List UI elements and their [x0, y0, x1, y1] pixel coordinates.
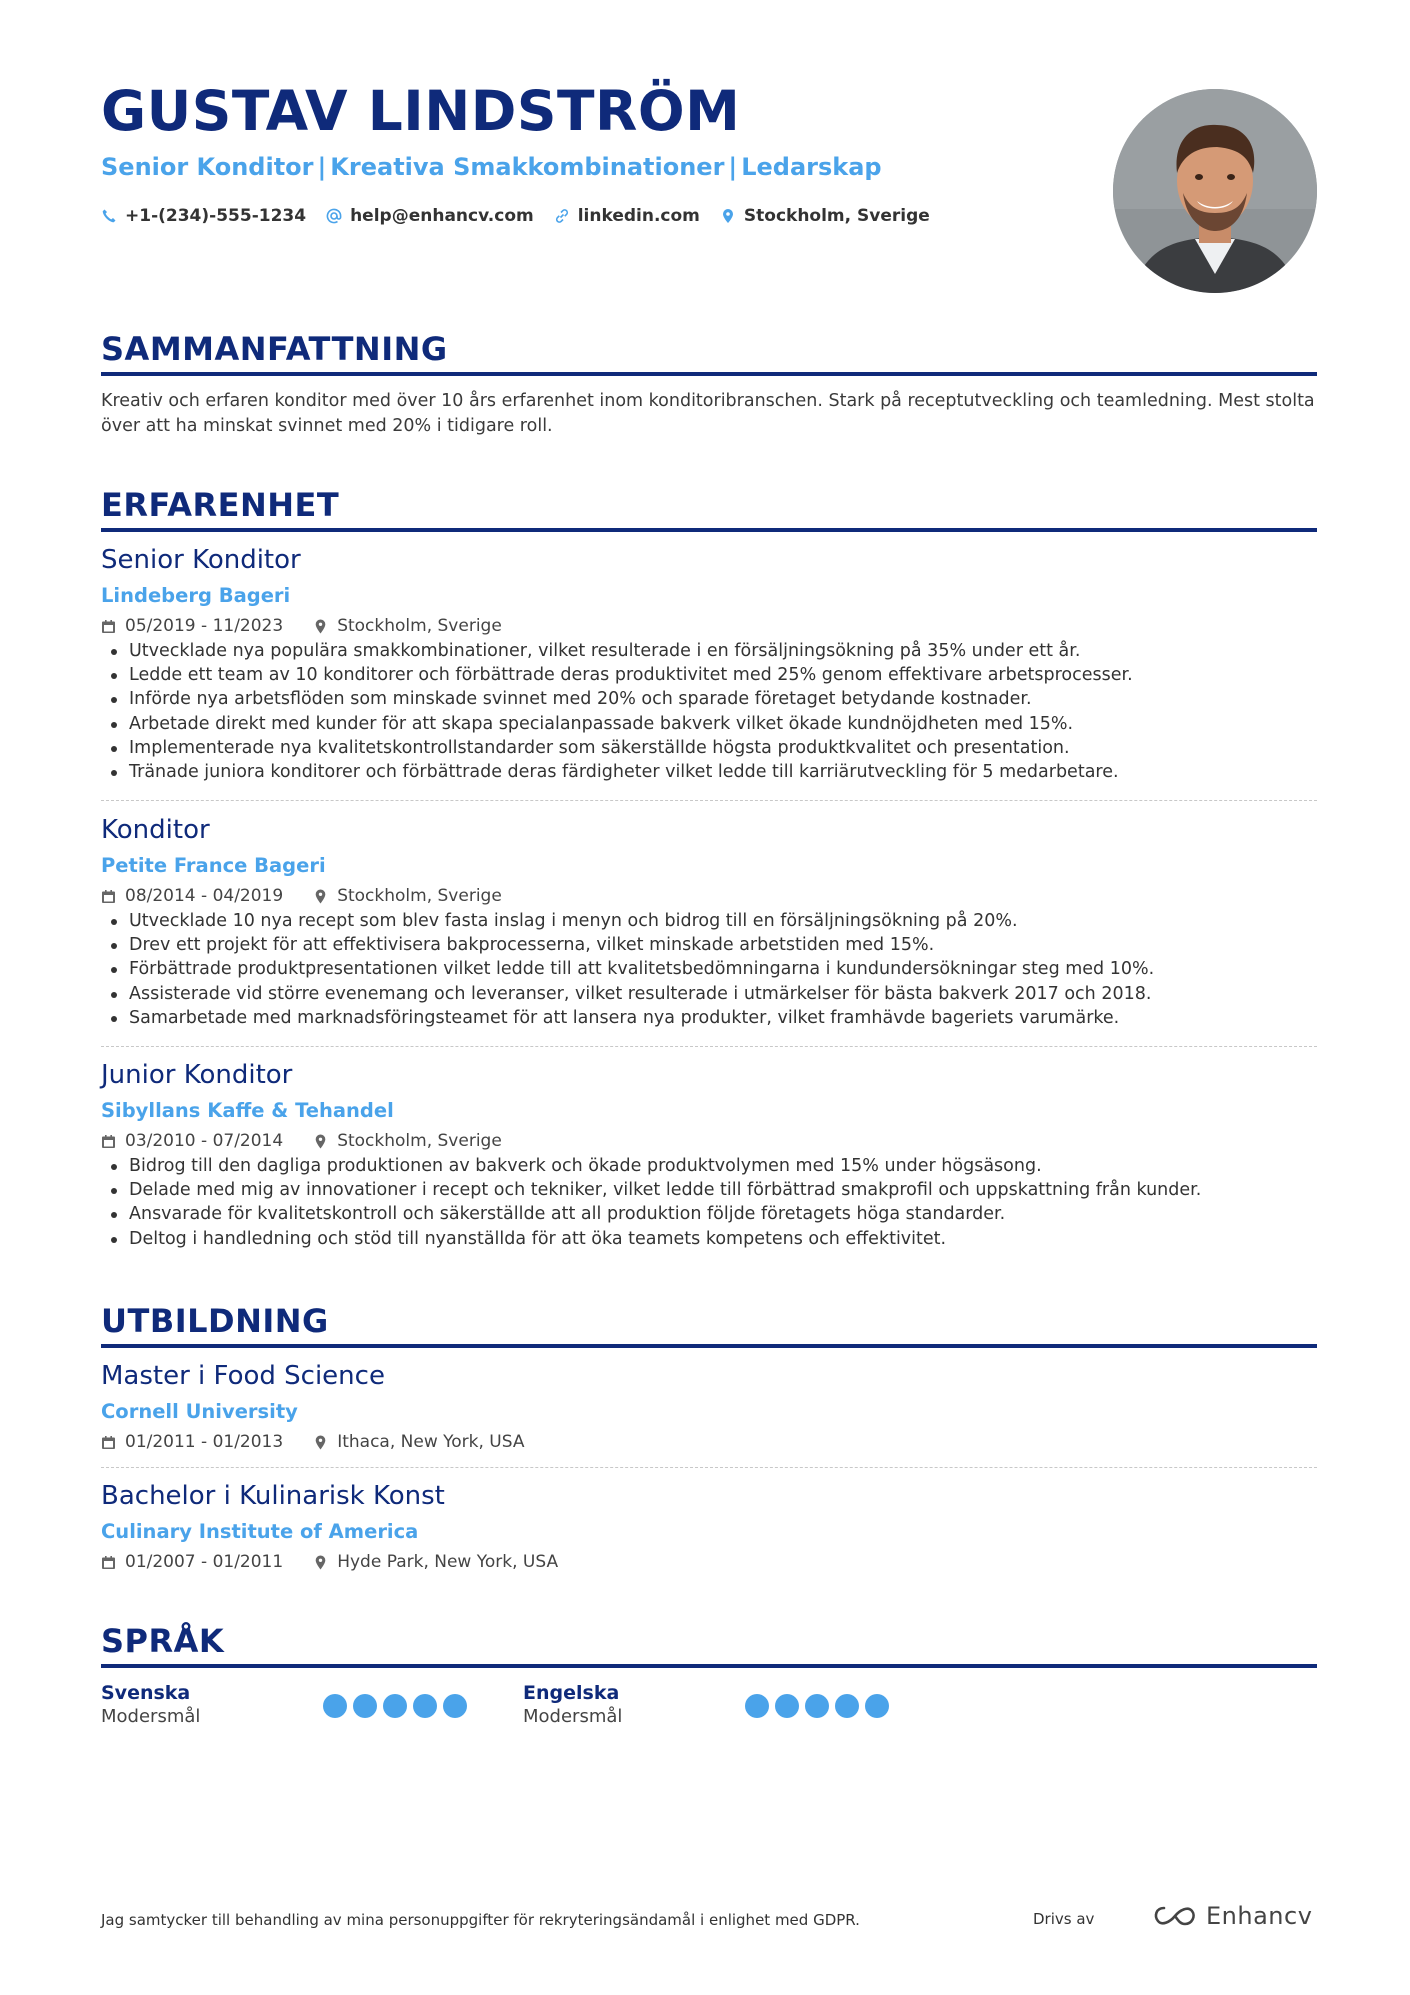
date-range — [101, 1551, 283, 1573]
summary-text: Kreativ och erfaren konditor med över 10 års erfarenhet inom konditoribranschen. Stark på receptutveckling och teamledning. Mest stolta över att ha minskat svinnet med 20% i tidigare roll. — [101, 391, 1315, 436]
proficiency-rating — [745, 1694, 889, 1718]
rating-dot — [443, 1694, 467, 1718]
bullet-item: Assisterade vid större evenemang och leveranser, vilket resulterade i utmärkelser för bästa bakverk 2017 och 2018. — [101, 982, 1317, 1006]
location-pin-icon — [313, 1134, 328, 1149]
powered-by-label: Drivs av — [1033, 1910, 1095, 1928]
tagline — [101, 153, 882, 181]
school-location — [313, 1551, 558, 1573]
date-text: 01/2011 - 01/2013 — [125, 1432, 284, 1452]
date-text: 08/2014 - 04/2019 — [125, 886, 284, 906]
contact-bar — [101, 206, 930, 226]
calendar-icon — [101, 1435, 116, 1450]
education-meta — [101, 1551, 1317, 1573]
location-pin-icon — [720, 208, 736, 224]
date-text: 03/2010 - 07/2014 — [125, 1131, 284, 1151]
location-pin-icon — [313, 889, 328, 904]
tagline-separator: | — [728, 153, 738, 181]
rating-dot — [835, 1694, 859, 1718]
experience-entry — [101, 815, 1317, 1030]
section-divider — [101, 372, 1317, 376]
location-text: Stockholm, Sverige — [337, 886, 502, 906]
company-name: Lindeberg Bageri — [101, 584, 291, 607]
rating-dot — [745, 1694, 769, 1718]
job-title: Junior Konditor — [101, 1060, 293, 1090]
job-meta — [101, 1130, 1317, 1152]
education-meta — [101, 1431, 1317, 1453]
job-location — [313, 1130, 502, 1152]
language-name: Engelska — [523, 1682, 620, 1704]
bullet-item: Utvecklade nya populära smakkombinationer, vilket resulterade i en försäljningsökning på 35% under ett år. — [101, 639, 1317, 663]
company-name: Petite France Bageri — [101, 854, 326, 877]
bullet-item: Ledde ett team av 10 konditorer och förbättrade deras produktivitet med 25% genom effektivare arbetsprocesser. — [101, 663, 1317, 687]
bullet-item: Samarbetade med marknadsföringsteamet för att lansera nya produkter, vilket framhävde bageriets varumärke. — [101, 1006, 1317, 1030]
job-bullets — [101, 1154, 1317, 1251]
rating-dot — [383, 1694, 407, 1718]
date-range — [101, 885, 283, 907]
rating-dot — [775, 1694, 799, 1718]
job-location — [313, 615, 502, 637]
location-text: Hyde Park, New York, USA — [337, 1552, 559, 1572]
job-title: Konditor — [101, 815, 210, 845]
location-text: Ithaca, New York, USA — [337, 1432, 525, 1452]
date-range — [101, 1130, 283, 1152]
rating-dot — [865, 1694, 889, 1718]
contact-phone[interactable] — [101, 206, 306, 226]
location-pin-icon — [313, 1555, 328, 1570]
location-text: Stockholm, Sverige — [337, 616, 502, 636]
rating-dot — [323, 1694, 347, 1718]
bullet-item: Drev ett projekt för att effektivisera bakprocesserna, vilket minskade arbetstiden med 15%. — [101, 933, 1317, 957]
gdpr-consent: Jag samtycker till behandling av mina personuppgifter för rekryteringsändamål i enlighet med GDPR. — [101, 1911, 860, 1929]
bullet-item: Förbättrade produktpresentationen vilket ledde till att kvalitetsbedömningarna i kundundersökningar steg med 10%. — [101, 957, 1317, 981]
at-sign-icon — [326, 208, 342, 224]
calendar-icon — [101, 1134, 116, 1149]
school-location — [313, 1431, 524, 1453]
enhancv-logo[interactable] — [1152, 1902, 1312, 1930]
job-bullets — [101, 909, 1317, 1030]
section-divider — [101, 1344, 1317, 1348]
bullet-item: Ansvarade för kvalitetskontroll och säkerställde att all produktion följde företagets höga standarder. — [101, 1202, 1317, 1226]
linkedin-url: linkedin.com — [577, 206, 700, 226]
proficiency-rating — [323, 1694, 467, 1718]
date-range — [101, 1431, 283, 1453]
email-address: help@enhancv.com — [350, 206, 534, 226]
language-level: Modersmål — [523, 1706, 623, 1727]
location-pin-icon — [313, 1435, 328, 1450]
calendar-icon — [101, 889, 116, 904]
language-name: Svenska — [101, 1682, 191, 1704]
entry-divider — [101, 800, 1317, 801]
tagline-skill: Ledarskap — [741, 153, 882, 181]
degree-title: Bachelor i Kulinarisk Konst — [101, 1481, 445, 1511]
company-name: Sibyllans Kaffe & Tehandel — [101, 1099, 394, 1122]
entry-divider — [101, 1467, 1317, 1468]
education-entry — [101, 1361, 1317, 1453]
entry-divider — [101, 1046, 1317, 1047]
rating-dot — [353, 1694, 377, 1718]
section-title-languages: SPRÅK — [101, 1622, 225, 1660]
bullet-item: Arbetade direkt med kunder för att skapa specialanpassade bakverk vilket ökade kundnöjdheten med 15%. — [101, 712, 1317, 736]
section-divider — [101, 528, 1317, 532]
tagline-role: Senior Konditor — [101, 153, 314, 181]
brand-name: Enhancv — [1206, 1902, 1313, 1930]
degree-title: Master i Food Science — [101, 1361, 385, 1391]
location-text: Stockholm, Sverige — [337, 1131, 502, 1151]
bullet-item: Tränade juniora konditorer och förbättrade deras färdigheter vilket ledde till karriärutveckling för 5 medarbetare. — [101, 760, 1317, 784]
bullet-item: Bidrog till den dagliga produktionen av bakverk och ökade produktvolymen med 15% under högsäsong. — [101, 1154, 1317, 1178]
bullet-item: Delade med mig av innovationer i recept och tekniker, vilket ledde till förbättrad smakprofil och uppskattning från kunder. — [101, 1178, 1317, 1202]
section-divider — [101, 1664, 1317, 1668]
school-name: Culinary Institute of America — [101, 1520, 419, 1543]
link-icon — [554, 208, 570, 224]
profile-photo — [1113, 89, 1317, 293]
section-title-experience: ERFARENHET — [101, 486, 340, 524]
section-title-summary: SAMMANFATTNING — [101, 330, 448, 368]
language-level: Modersmål — [101, 1706, 201, 1727]
contact-location — [720, 206, 930, 226]
experience-entry — [101, 1060, 1317, 1251]
avatar — [1113, 89, 1317, 293]
rating-dot — [413, 1694, 437, 1718]
language-item — [101, 1681, 521, 1729]
calendar-icon — [101, 619, 116, 634]
bullet-item: Införde nya arbetsflöden som minskade svinnet med 20% och sparade företaget betydande kostnader. — [101, 687, 1317, 711]
date-text: 05/2019 - 11/2023 — [125, 616, 284, 636]
job-meta — [101, 885, 1317, 907]
location-text: Stockholm, Sverige — [743, 206, 930, 226]
phone-number: +1-(234)-555-1234 — [125, 206, 307, 226]
experience-entry — [101, 545, 1317, 784]
rating-dot — [805, 1694, 829, 1718]
tagline-separator: | — [317, 153, 327, 181]
bullet-item: Implementerade nya kvalitetskontrollstandarder som säkerställde högsta produktkvalitet och presentation. — [101, 736, 1317, 760]
contact-email[interactable] — [326, 206, 534, 226]
school-name: Cornell University — [101, 1400, 298, 1423]
location-pin-icon — [313, 619, 328, 634]
language-item — [523, 1681, 943, 1729]
section-title-education: UTBILDNING — [101, 1302, 329, 1340]
job-meta — [101, 615, 1317, 637]
job-bullets — [101, 639, 1317, 784]
contact-linkedin[interactable] — [554, 206, 700, 226]
enhancv-logo-icon — [1152, 1904, 1198, 1928]
date-text: 01/2007 - 01/2011 — [125, 1552, 284, 1572]
bullet-item: Utvecklade 10 nya recept som blev fasta inslag i menyn och bidrog till en försäljningsökning på 20%. — [101, 909, 1317, 933]
job-title: Senior Konditor — [101, 545, 301, 575]
candidate-name: GUSTAV LINDSTRÖM — [101, 79, 741, 143]
education-entry — [101, 1481, 1317, 1573]
job-location — [313, 885, 502, 907]
calendar-icon — [101, 1555, 116, 1570]
bullet-item: Deltog i handledning och stöd till nyanställda för att öka teamets kompetens och effektivitet. — [101, 1227, 1317, 1251]
date-range — [101, 615, 283, 637]
phone-icon — [101, 208, 117, 224]
tagline-skill: Kreativa Smakkombinationer — [330, 153, 725, 181]
